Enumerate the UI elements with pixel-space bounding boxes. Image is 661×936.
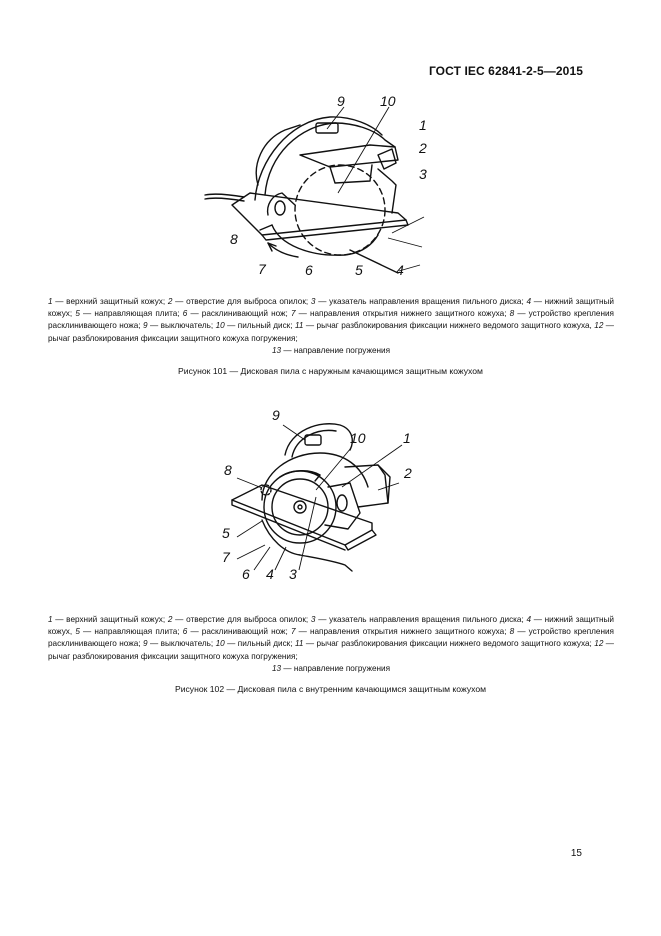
legend-item: 12 — рычаг разблокирования фиксации защитного кожуха погружения; [48,321,614,343]
callout-7: 7 [258,261,266,277]
callout-7: 7 [222,549,230,565]
callout-6: 6 [305,262,313,278]
legend-item: 3 — указатель направления вращения пильного диска; [310,615,527,624]
legend-item: 10 — пильный диск; [215,321,295,331]
legend-item: 8 — устройство крепления расклинивающего ножа; [48,627,614,649]
figure-102-caption: Рисунок 102 — Дисковая пила с внутренним качающимся защитным кожухом [174,684,487,694]
callout-1: 1 [403,430,411,446]
figure-101 [0,85,661,285]
legend-item: 6 — расклинивающий нож; [182,309,291,319]
callout-4: 4 [396,262,404,278]
callout-5: 5 [355,262,363,278]
legend-item: 4 — нижний защитный кожух, [48,615,614,637]
legend-item: 4 — нижний защитный кожух; [48,297,614,319]
legend-item: 1 — верхний защитный кожух; [48,297,168,306]
legend-item: 8 — устройство крепления расклинивающего ножа; [48,309,614,331]
callout-2: 2 [419,140,427,156]
circular-saw-drawing-101 [0,85,661,285]
figure-101-caption: Рисунок 101 — Дисковая пила с наружным качающимся защитным кожухом [178,366,483,376]
callout-4: 4 [266,566,274,582]
legend-item: 12 — рычаг разблокирования фиксации защитного кожуха погружения; [48,639,614,661]
legend-item: 3 — указатель направления вращения пильного диска; [310,297,527,306]
legend-item: 13 — направление погружения [271,663,391,673]
callout-10: 10 [380,93,396,109]
callout-9: 9 [337,93,345,109]
legend-item: 2 — отверстие для выброса опилок; [167,297,311,306]
legend-item: 2 — отверстие для выброса опилок; [167,615,311,624]
legend-102 [48,614,614,675]
callout-8: 8 [224,462,232,478]
callout-3: 3 [289,566,297,582]
legend-item: 9 — выключатель; [143,321,216,331]
callout-2: 2 [404,465,412,481]
legend-item: 11 — рычаг разблокирования фиксации нижнего ведомого защитного кожуха, [294,321,595,331]
callout-5: 5 [222,525,230,541]
legend-item: 6 — расклинивающий нож; [182,627,291,637]
legend-item: 5 — направляющая плита; [75,627,183,637]
circular-saw-drawing-102 [0,395,661,595]
callout-1: 1 [419,117,427,133]
callout-9: 9 [272,407,280,423]
legend-item: 11 — рычаг разблокирования фиксации нижнего ведомого защитного кожуха; [294,639,595,649]
standard-header: ГОСТ IEC 62841-2-5—2015 [428,64,583,78]
callout-10: 10 [350,430,366,446]
legend-item: 10 — пильный диск; [215,639,295,649]
callout-8: 8 [230,231,238,247]
legend-item: 1 — верхний защитный кожух; [48,615,168,624]
legend-item: 5 — направляющая плита; [75,309,183,319]
legend-item: 13 — направление погружения [271,345,391,355]
figure-102 [0,395,661,595]
legend-101 [48,296,614,357]
legend-item: 7 — направления открытия нижнего защитного кожуха; [290,627,510,637]
page-number: 15 [570,848,582,859]
callout-6: 6 [242,566,250,582]
legend-item: 9 — выключатель; [143,639,216,649]
callout-3: 3 [419,166,427,182]
legend-item: 7 — направления открытия нижнего защитного кожуха; [290,309,510,319]
